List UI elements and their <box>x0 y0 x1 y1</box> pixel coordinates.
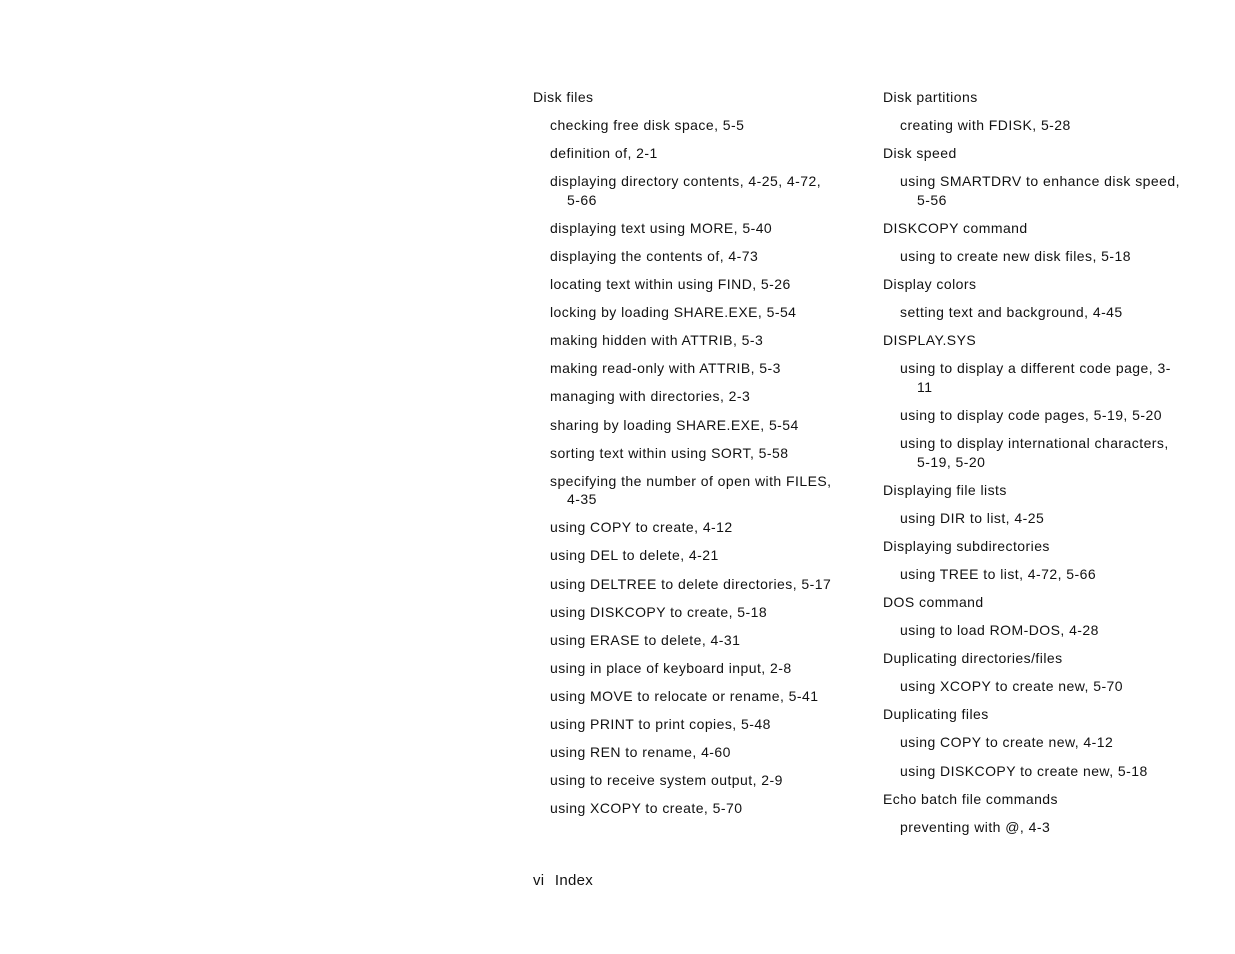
index-subentry: using MOVE to relocate or rename, 5-41 <box>550 687 819 704</box>
index-entry: Duplicating files <box>883 706 989 723</box>
index-subentry: using to create new disk files, 5-18 <box>900 247 1131 264</box>
index-entry: Disk partitions <box>883 89 978 105</box>
index-subentry: using ERASE to delete, 4-31 <box>550 631 741 648</box>
index-subentry: using XCOPY to create, 5-70 <box>550 800 743 817</box>
index-subentry: displaying text using MORE, 5-40 <box>550 219 773 236</box>
index-subentry: using to receive system output, 2-9 <box>550 772 783 789</box>
page-number: vi <box>533 872 545 889</box>
index-subentry: using DISKCOPY to create new, 5-18 <box>900 762 1148 779</box>
index-subentry: sharing by loading SHARE.EXE, 5-54 <box>550 416 799 433</box>
index-subentry: locking by loading SHARE.EXE, 5-54 <box>550 304 797 321</box>
index-subentry: using DELTREE to delete directories, 5-17 <box>550 575 832 592</box>
index-entry: DISPLAY.SYS <box>883 332 977 349</box>
index-entry: Displaying file lists <box>883 481 1007 498</box>
index-subentry: using DIR to list, 4-25 <box>900 509 1045 526</box>
index-subentry: using to display international characters, 5-19, 5-20 <box>900 435 1169 470</box>
index-entry: Display colors <box>883 276 977 293</box>
index-subentry: using in place of keyboard input, 2-8 <box>550 659 792 676</box>
index-subentry: making hidden with ATTRIB, 5-3 <box>550 332 764 349</box>
index-entry: Echo batch file commands <box>883 790 1058 807</box>
index-entry: Duplicating directories/files <box>883 650 1063 667</box>
index-subentry: specifying the number of open with FILES, 4-35 <box>550 472 832 508</box>
index-subentry: using REN to rename, 4-60 <box>550 744 731 761</box>
index-subentry: making read-only with ATTRIB, 5-3 <box>550 360 781 377</box>
index-column-right <box>883 88 1183 846</box>
index-subentry: displaying directory contents, 4-25, 4-72, 5-66 <box>550 173 822 208</box>
index-subentry: checking free disk space, 5-5 <box>550 117 745 134</box>
index-entry: Disk files <box>533 89 594 105</box>
index-subentry: using to display a different code page, 3-11 <box>900 360 1171 395</box>
index-subentry: creating with FDISK, 5-28 <box>900 117 1071 134</box>
index-entry: Displaying subdirectories <box>883 537 1050 554</box>
index-subentry: displaying the contents of, 4-73 <box>550 247 759 264</box>
index-entry: Disk speed <box>883 145 957 162</box>
section-name: Index <box>554 872 594 889</box>
index-subentry: definition of, 2-1 <box>550 145 658 162</box>
index-subentry: locating text within using FIND, 5-26 <box>550 276 791 293</box>
page-footer <box>533 872 593 889</box>
index-subentry: using PRINT to print copies, 5-48 <box>550 715 771 732</box>
index-subentry: preventing with @, 4-3 <box>900 818 1051 835</box>
index-subentry: using to display code pages, 5-19, 5-20 <box>900 406 1162 423</box>
index-subentry: using TREE to list, 4-72, 5-66 <box>900 565 1097 582</box>
index-subentry: using DEL to delete, 4-21 <box>550 547 719 564</box>
index-subentry: using DISKCOPY to create, 5-18 <box>550 603 768 620</box>
index-subentry: setting text and background, 4-45 <box>900 304 1123 321</box>
index-subentry: sorting text within using SORT, 5-58 <box>550 444 789 461</box>
index-subentry: using SMARTDRV to enhance disk speed, 5-56 <box>900 173 1180 208</box>
index-subentry: using to load ROM-DOS, 4-28 <box>900 622 1099 639</box>
index-entry: DISKCOPY command <box>883 219 1028 236</box>
index-subentry: managing with directories, 2-3 <box>550 388 751 405</box>
index-subentry: using COPY to create, 4-12 <box>550 519 733 536</box>
index-entry: DOS command <box>883 594 984 610</box>
index-column-left <box>533 88 833 827</box>
index-subentry: using COPY to create new, 4-12 <box>900 734 1114 751</box>
index-subentry: using XCOPY to create new, 5-70 <box>900 678 1124 695</box>
